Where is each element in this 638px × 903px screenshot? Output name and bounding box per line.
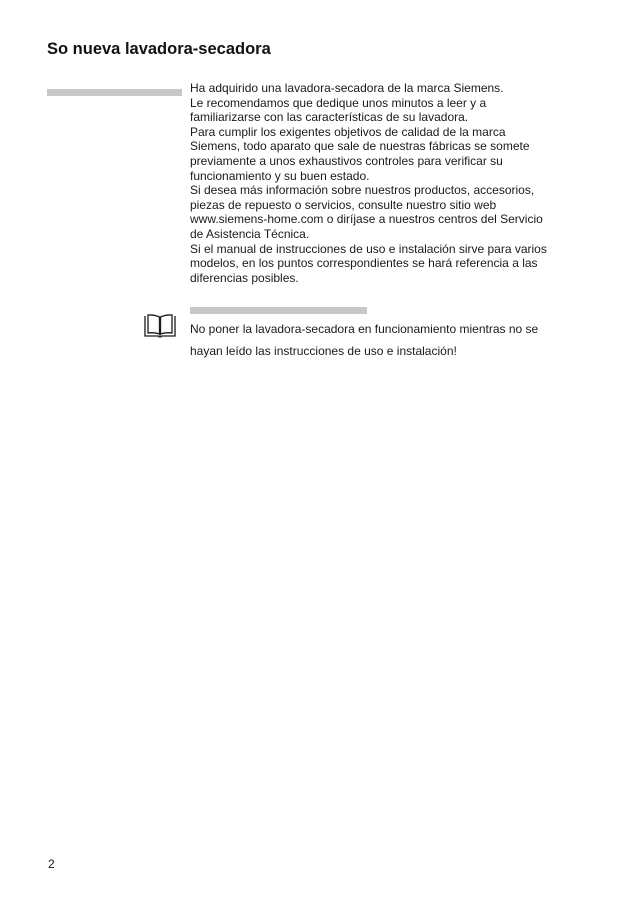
note-line: No poner la lavadora-secadora en funcionamiento mientras no se	[190, 322, 539, 336]
text-line: www.siemens-home.com o diríjase a nuestros centros del Servicio	[190, 212, 543, 227]
text-line: modelos, en los puntos correspondientes se hará referencia a las	[190, 256, 538, 271]
page-number: 2	[48, 857, 55, 871]
page-title: So nueva lavadora-secadora	[47, 40, 271, 58]
text-line: previamente a unos exhaustivos controles para verificar su	[190, 153, 503, 168]
text-line: Si el manual de instrucciones de uso e instalación sirve para varios	[190, 241, 547, 256]
note-line: hayan leído las instrucciones de uso e instalación!	[190, 344, 457, 358]
text-line: Siemens, todo aparato que sale de nuestras fábricas se somete	[190, 139, 530, 154]
text-line: familiarizarse con las características de su lavadora.	[190, 110, 469, 125]
text-line: Si desea más información sobre nuestros productos, accesorios,	[190, 183, 535, 198]
text-line: Ha adquirido una lavadora-secadora de la marca Siemens.	[190, 81, 504, 95]
text-line: diferencias posibles.	[190, 270, 299, 285]
text-line: Le recomendamos que dedique unos minutos a leer y a	[190, 95, 487, 110]
text-line: de Asistencia Técnica.	[190, 226, 310, 241]
book-icon	[144, 313, 176, 339]
intro-text	[190, 81, 600, 285]
warning-note	[190, 318, 600, 362]
text-line: funcionamiento y su buen estado.	[190, 168, 370, 183]
section-divider	[47, 89, 182, 96]
note-divider	[190, 307, 367, 314]
text-line: Para cumplir los exigentes objetivos de calidad de la marca	[190, 124, 506, 139]
text-line: piezas de repuesto o servicios, consulte nuestro sitio web	[190, 197, 497, 212]
